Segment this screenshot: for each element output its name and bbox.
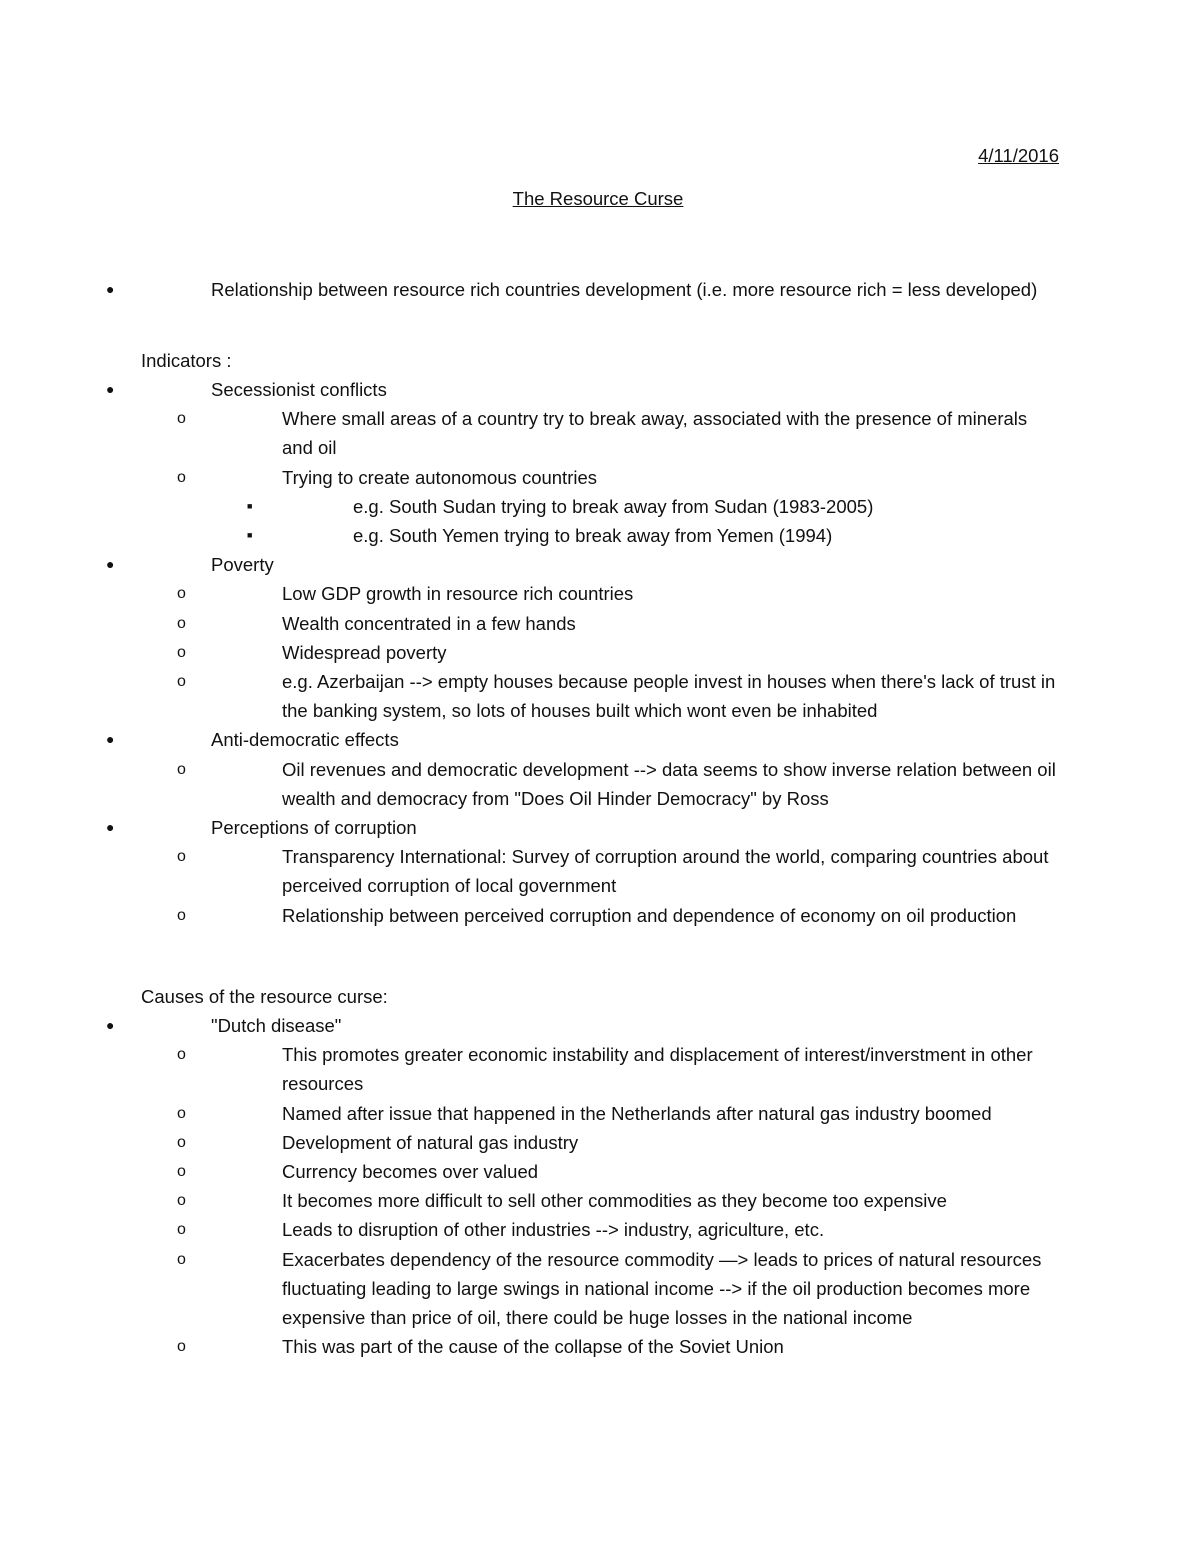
list-item-text: It becomes more difficult to sell other commodities as they become too expensive: [282, 1190, 947, 1212]
bullet-circle-icon: o: [177, 1163, 186, 1181]
list-item: [177, 1040, 1061, 1098]
list-item: [177, 579, 1061, 608]
intro-text: Relationship between resource rich countries development (i.e. more resource rich = less developed): [211, 279, 1038, 300]
bullet-circle-icon: o: [177, 614, 186, 632]
list-item: [247, 521, 1061, 550]
list-item-text: Poverty: [211, 554, 274, 576]
bullet-circle-icon: o: [177, 643, 186, 661]
list-item-text: e.g. Azerbaijan --> empty houses because people invest in houses when there's lack of trust in the banking system, so lots of houses built which wont even be inhabited: [282, 671, 1056, 722]
list-item: [247, 492, 1061, 521]
list-item: [177, 755, 1061, 813]
list-item-text: Perceptions of corruption: [211, 817, 417, 839]
bullet-dot-icon: ●: [106, 381, 115, 397]
bullet-circle-icon: o: [177, 1221, 186, 1239]
list-item-text: e.g. South Yemen trying to break away from Yemen (1994): [353, 525, 833, 547]
list-item: [106, 725, 1061, 813]
bullet-circle-icon: o: [177, 673, 186, 691]
list-item: [177, 638, 1061, 667]
bullet-square-icon: ■: [247, 530, 253, 541]
list-item: [177, 1215, 1061, 1244]
list-item-text: Anti-democratic effects: [211, 729, 399, 751]
list-item: [177, 842, 1061, 900]
list-item-text: Low GDP growth in resource rich countries: [282, 583, 634, 605]
list-item-text: Where small areas of a country try to break away, associated with the presence of minerals and oil: [282, 408, 1028, 459]
bullet-dot-icon: ●: [106, 556, 115, 573]
bullet-circle-icon: o: [177, 585, 186, 603]
bullet-circle-icon: o: [177, 468, 186, 486]
intro-section: [106, 275, 1061, 304]
list-item-text: Relationship between perceived corruption and dependence of economy on oil production: [282, 904, 1017, 926]
list-item-text: Wealth concentrated in a few hands: [282, 612, 576, 634]
list-item: [177, 609, 1061, 638]
bullet-square-icon: ■: [247, 500, 253, 511]
list-item: [177, 667, 1061, 725]
bullet-circle-icon: o: [177, 1046, 186, 1064]
bullet-circle-icon: o: [177, 410, 186, 428]
list-item: [177, 1332, 1061, 1361]
list-item-text: This promotes greater economic instability and displacement of interest/inverstment in other resources: [282, 1044, 1033, 1095]
list-item: [106, 1011, 1061, 1361]
list-item: [177, 1157, 1061, 1186]
list-item-text: Development of natural gas industry: [282, 1131, 579, 1153]
bullet-circle-icon: o: [177, 848, 186, 866]
list-item: [177, 404, 1061, 462]
list-item-text: Widespread poverty: [282, 641, 447, 663]
indicators-heading: Indicators :: [141, 350, 232, 371]
list-item-text: e.g. South Sudan trying to break away from Sudan (1983-2005): [353, 495, 874, 517]
bullet-circle-icon: o: [177, 760, 186, 778]
list-item-text: This was part of the cause of the collapse of the Soviet Union: [282, 1336, 784, 1358]
list-item: [106, 813, 1061, 930]
list-item-text: Secessionist conflicts: [211, 379, 387, 400]
bullet-circle-icon: o: [177, 1104, 186, 1122]
list-item-text: Trying to create autonomous countries: [282, 466, 598, 488]
causes-list: [106, 1011, 1061, 1361]
bullet-dot-icon: ●: [106, 819, 115, 836]
list-item-text: Exacerbates dependency of the resource commodity —> leads to prices of natural resources fluctuating leading to large swings in national income --> if the oil production becomes more expensive than price of oil, there could be huge losses in the national income: [282, 1248, 1042, 1329]
list-item: [106, 550, 1061, 725]
intro-bullet: [106, 275, 1061, 304]
list-item-text: Oil revenues and democratic development --> data seems to show inverse relation between oil wealth and democracy from "Does Oil Hinder Democracy" by Ross: [282, 758, 1056, 809]
indicators-list: [106, 375, 1061, 930]
bullet-circle-icon: o: [177, 1192, 186, 1210]
list-item: [177, 1245, 1061, 1333]
list-item-text: Leads to disruption of other industries --> industry, agriculture, etc.: [282, 1219, 825, 1241]
document-title: The Resource Curse: [512, 188, 684, 209]
list-item: [177, 463, 1061, 551]
list-item-text: "Dutch disease": [211, 1015, 342, 1036]
document-date: 4/11/2016: [978, 145, 1059, 166]
causes-heading: Causes of the resource curse:: [141, 986, 388, 1007]
bullet-dot-icon: ●: [106, 731, 115, 748]
list-item: [177, 1186, 1061, 1215]
list-item: [177, 1099, 1061, 1128]
list-item-text: Named after issue that happened in the Netherlands after natural gas industry boomed: [282, 1102, 992, 1124]
bullet-circle-icon: o: [177, 1338, 186, 1356]
list-item: [177, 901, 1061, 930]
list-item: [106, 375, 1061, 550]
bullet-circle-icon: o: [177, 906, 186, 924]
list-item: [177, 1128, 1061, 1157]
list-item-text: Transparency International: Survey of corruption around the world, comparing countries about perceived corruption of local government: [282, 846, 1049, 897]
bullet-circle-icon: o: [177, 1133, 186, 1151]
bullet-circle-icon: o: [177, 1250, 186, 1268]
bullet-dot-icon: ●: [106, 281, 115, 297]
list-item-text: Currency becomes over valued: [282, 1161, 539, 1183]
bullet-dot-icon: ●: [106, 1017, 115, 1033]
